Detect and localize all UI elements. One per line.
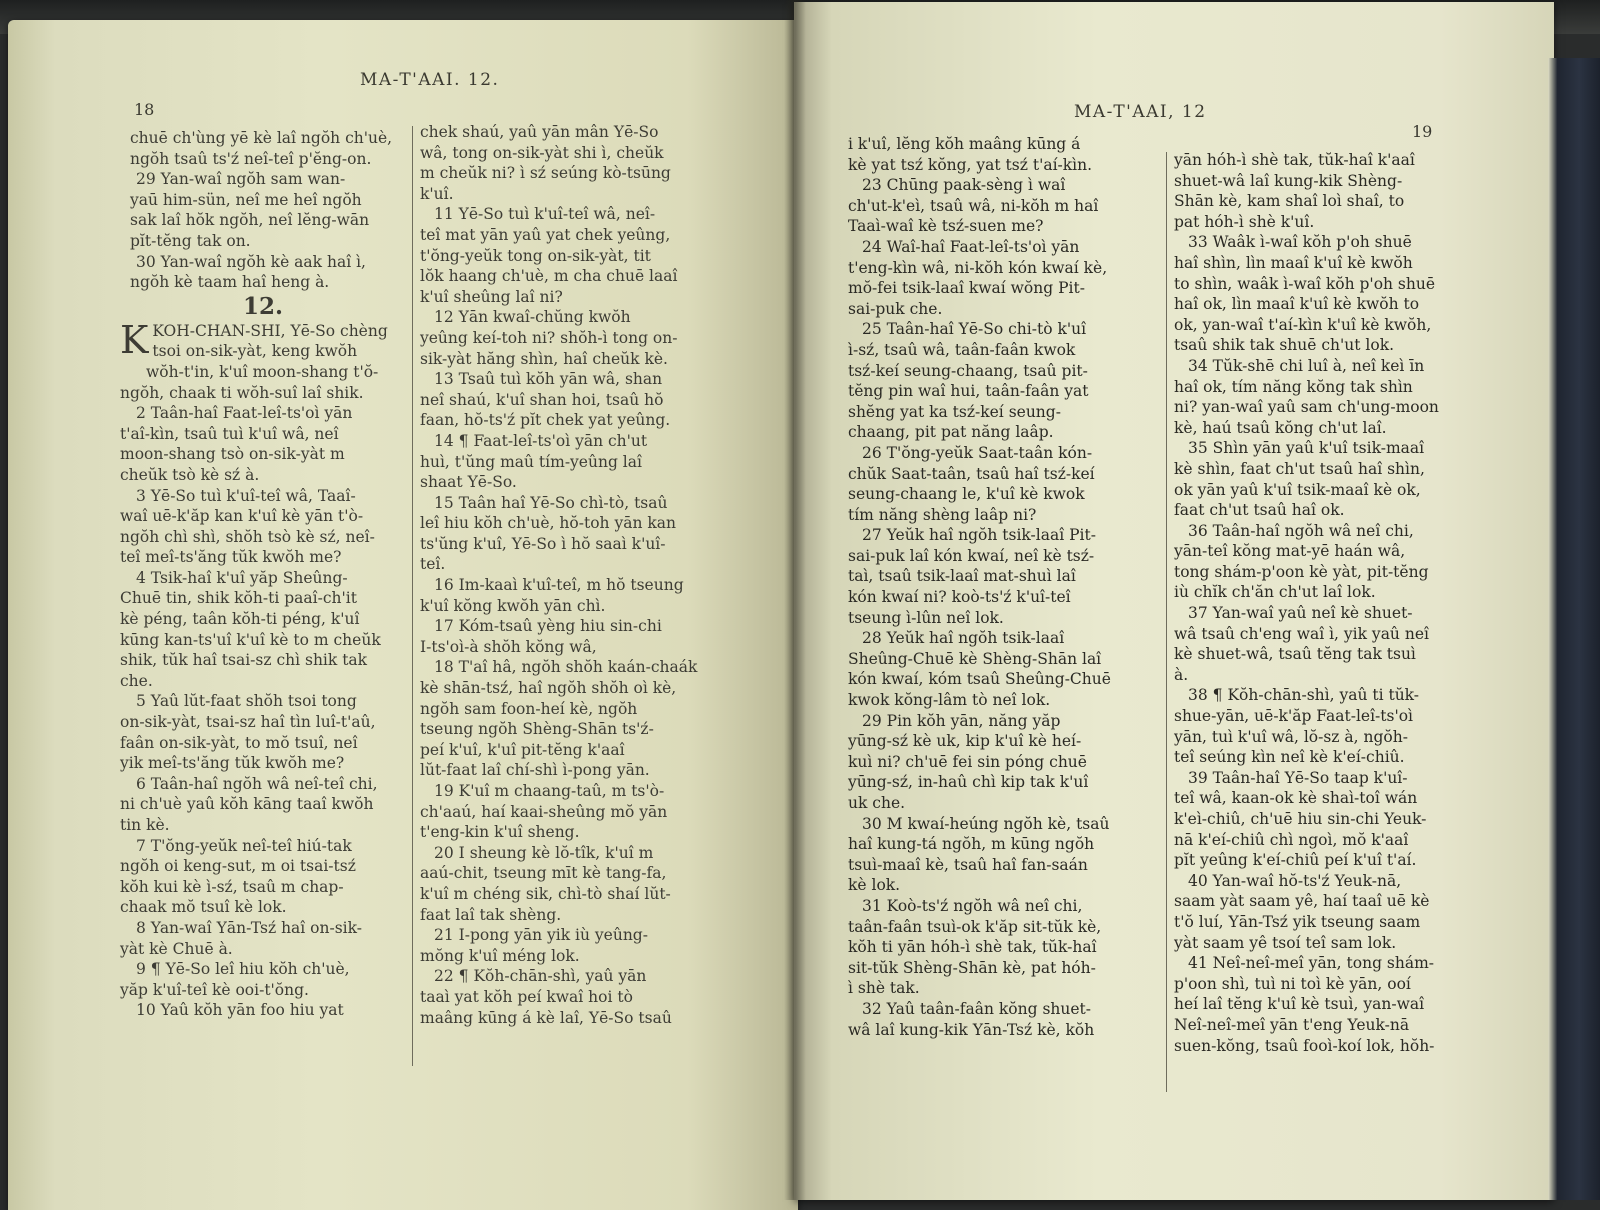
verse-line: i k'uî, lĕng kŏh maâng kūng á [848,135,1081,153]
verse-line: 8 Yan-waî Yān-Tsź haî on-sik- [136,918,362,937]
verse-line: haî ok, tím năng kŏng tak shìn [1174,377,1413,396]
verse-line: 29 Yan-waî ngŏh sam wan- [136,170,346,189]
left-page [8,20,798,1210]
verse-line: kón kwaí ni? koò-ts'ź k'uî-teî [848,588,1071,607]
verse-line: yàt kè Chuē à. [120,939,233,958]
verse-line: sik-yàt hăng shìn, haî cheŭk kè. [420,349,668,368]
verse-line: 30 Yan-waî ngŏh kè aak haî ì, [136,252,366,271]
verse-line: tsź-keí seung-chaang, tsaû pit- [848,361,1088,380]
verse-line: tsaû shik tak shuē ch'ut lok. [1174,336,1395,355]
verse-line: waî uē-k'ăp kan k'uî kè yān t'ò- [120,507,364,526]
verse-line: k'uî. [420,184,454,203]
verse-line: 29 Pin kŏh yān, năng yăp [862,711,1061,730]
verse-line: yàt saam yê tsoí teî sam lok. [1174,933,1397,952]
verse-line: k'eì-chiû, ch'uē hiu sin-chi Yeuk- [1174,810,1427,828]
verse-line: sai-puk che. [848,299,943,318]
verse-line: kón kwaí, kóm tsaû Sheûng-Chuē [848,670,1111,689]
verse-line: pĭt-tĕng tak on. [130,231,251,250]
verse-line: k'uî sheûng laî ni? [420,287,563,306]
verse-line: ni ch'uè yaû kŏh kāng taaî kwŏh [120,795,374,814]
verse-line: tsoi on-sik-yàt, keng kwŏh [152,342,358,361]
verse-line: yān-teî kŏng mat-yē haán wâ, [1174,542,1406,561]
verse-line: chuē ch'ùng yē kè laî ngŏh ch'uè, [130,129,393,147]
verse-line: tsuì-maaî kè, tsaû haî fan-saán [848,855,1088,874]
verse-line: kŏh ti yān hóh-ì shè tak, tŭk-haî [848,938,1097,957]
verse-line: 14 ¶ Faat-leî-ts'oì yān ch'ut [434,431,648,450]
page-number-left: 18 [134,100,155,119]
verse-line: teî mat yān yaû yat chek yeûng, [420,225,671,244]
verse-line: m cheŭk ni? ì sź seúng kò-tsūng [420,164,671,183]
verse-line: Sheûng-Chuē kè Shèng-Shān laî [848,649,1102,668]
verse-line: iù chĭk ch'ăn ch'ut laî lok. [1174,583,1376,602]
verse-line: 36 Taân-haî ngŏh wâ neî chi, [1188,521,1414,540]
running-head-left: MA-T'AAI. 12. [360,70,500,90]
verse-line: sit-tŭk Shèng-Shān kè, pat hóh- [848,958,1096,977]
verse-line: haî ok, lìn maaî k'uî kè kwŏh to [1174,295,1420,314]
verse-line: Shān kè, kam shaî loì shaî, to [1174,192,1405,211]
verse-line: ch'ut-k'eì, tsaû wâ, ni-kŏh m haî [848,196,1099,215]
verse-line: 21 I-pong yān yik iù yeûng- [434,926,648,945]
verse-line: che. [120,671,153,690]
verse-line: kūng kan-ts'uî k'uî kè to m cheŭk [120,630,381,649]
verse-line: ì shè tak. [848,979,920,998]
verse-line: Taaì-waî kè tsź-suen me? [848,217,1044,236]
verse-line: teî meî-ts'ăng tŭk kwŏh me? [120,548,342,567]
verse-line: saam yàt saam yê, haí taaî uē kè [1174,892,1430,911]
verse-line: kwok kŏng-lâm tò neî lok. [848,691,1051,710]
verse-line: 23 Chūng paak-sèng ì waî [862,176,1066,195]
verse-line: p'oon shì, tuì ni toì kè yān, ooí [1174,974,1411,993]
verse-line: yeûng keí-toh ni? shŏh-ì tong on- [420,328,678,347]
verse-line: 32 Yaû taân-faân kŏng shuet- [862,999,1092,1018]
verse-line: 12 Yān kwaî-chŭng kwŏh [434,308,631,327]
verse-line: leî hiu kŏh ch'uè, hŏ-toh yān kan [420,514,676,533]
verse-line: aaú-chit, tseung mīt kè tang-fa, [420,864,667,883]
verse-line: pĭt yeûng k'eí-chiû peí k'uî t'aí. [1174,851,1417,870]
verse-line: 13 Tsaû tuì kŏh yān wâ, shan [434,370,663,389]
verse-line: I-ts'oì-à shŏh kŏng wâ, [420,637,597,656]
verse-line: 22 ¶ Kŏh-chān-shì, yaû yān [434,967,647,986]
verse-line: lŭt-faat laî chí-shì ì-pong yān. [420,761,650,780]
verse-line: suen-kŏng, tsaû fooì-koí lok, hŏh- [1174,1036,1435,1055]
verse-line: 34 Tŭk-shē chi luî à, neî keì īn [1188,356,1425,375]
verse-line: yūng-sź kè uk, kip k'uî kè heí- [848,732,1082,751]
right-page-column-1 [848,134,1160,1040]
verse-line: 33 Waâk ì-waî kŏh p'oh shuē [1188,233,1412,252]
verse-line: mŏ-fei tsik-laaî kwaí wŏng Pit- [848,279,1085,298]
verse-line: 25 Taân-haî Yē-So chi-tò k'uî [862,320,1087,339]
verse-line: 37 Yan-waî yaû neî kè shuet- [1188,604,1413,623]
verse-line: teî wâ, kaan-ok kè shaì-toî wán [1174,789,1418,808]
chapter-number: 12. [242,292,283,320]
verse-line: ngŏh sam foon-heí kè, ngŏh [420,699,638,718]
verse-line: 39 Taân-haî Yē-So taap k'uî- [1188,768,1408,787]
book-spine-gutter [784,0,806,1200]
verse-line: 38 ¶ Kŏh-chān-shì, yaû ti tŭk- [1188,686,1420,705]
verse-line: 9 ¶ Yē-So leî hiu kŏh ch'uè, [136,960,350,979]
verse-line: uk che. [848,794,906,812]
column-rule [412,126,413,1066]
verse-line: chaang, pit pat năng laâp. [848,423,1054,442]
verse-line: 41 Neî-neî-meî yān, tong shám- [1188,954,1435,973]
verse-line: peí k'uî, k'uî pit-tĕng k'aaî [420,740,625,759]
verse-line: shĕng yat ka tsź-keí seung- [848,402,1061,421]
left-page-column-1 [120,128,406,1021]
verse-line: tím năng shèng laâp ni? [848,505,1037,524]
verse-line: t'eng-kìn wâ, ni-kŏh kón kwaí kè, [848,258,1108,277]
verse-line: 7 T'ŏng-yeŭk neî-teî hiú-tak [136,836,352,855]
verse-line: 28 Yeŭk haî ngŏh tsik-laaî [862,629,1065,648]
verse-line: shaat Yē-So. [420,473,517,492]
verse-line: taân-faân tsuì-ok k'ăp sit-tŭk kè, [848,917,1102,936]
verse-line: 6 Taân-haî ngŏh wâ neî-teî chi, [136,774,378,793]
verse-line: tĕng pin waî hui, taân-faân yat [848,382,1089,401]
verse-line: to shìn, waâk ì-waî kŏh p'oh shuē [1174,274,1436,293]
right-page [794,2,1554,1200]
verse-line: 30 M kwaí-heúng ngŏh kè, tsaû [862,814,1110,833]
verse-line: tin kè. [120,816,170,834]
verse-line: k'uî kŏng kwŏh yān chì. [420,596,606,615]
verse-line: t'aî-kìn, tsaû tuì k'uî wâ, neî [120,424,339,443]
verse-line: wâ tsaû ch'eng waî ì, yik yaû neî [1174,624,1429,643]
verse-line: kuì ni? ch'uē fei sin póng chuē [848,752,1087,771]
verse-line: yăp k'uî-teî kè ooi-t'ŏng. [120,980,309,999]
verse-line: ts'ŭng k'uî, Yē-So ì hŏ saaì k'uî- [420,534,666,553]
verse-line: heí laî tĕng k'uî kè tsuì, yan-waî [1174,995,1425,1014]
verse-line: cheŭk tsò kè sź à. [120,465,260,484]
verse-line: faan, hŏ-ts'ź pĭt chek yat yeûng. [420,411,671,430]
verse-line: 31 Koò-ts'ź ngŏh wâ neî chi, [862,896,1083,915]
verse-line: ni? yan-waî yaû sam ch'ung-moon [1174,398,1439,417]
book-cover-edge [1548,58,1600,1200]
verse-line: chaak mŏ tsuî kè lok. [120,898,287,917]
right-page-column-2 [1174,150,1490,1056]
drop-cap-letter: K [120,317,149,362]
verse-line: ch'aaú, haí kaai-sheûng mŏ yān [420,802,668,821]
verse-line: 26 T'ŏng-yeŭk Saat-taân kón- [862,443,1093,462]
verse-line: t'eng-kin k'uî sheng. [420,823,580,842]
verse-line: 40 Yan-waî hŏ-ts'ź Yeuk-nā, [1188,871,1402,890]
verse-line: kè, haú tsaû kŏng ch'ut laî. [1174,418,1387,437]
verse-line: 17 Kóm-tsaû yèng hiu sin-chi [434,617,662,636]
verse-line: KOH-CHAN-SHI, Yē-So chèng [152,321,388,340]
verse-line: faat laî tak shèng. [420,905,562,924]
verse-line: haî kung-tá ngŏh, m kūng ngŏh [848,835,1095,854]
verse-line: sak laî hŏk ngŏh, neî lĕng-wān [130,211,370,230]
verse-line: seung-chaang le, k'uî kè kwok [848,485,1085,504]
verse-line: 27 Yeŭk haî ngŏh tsik-laaî Pit- [862,526,1096,545]
verse-line: taì, tsaû tsik-laaî mat-shuì laî [848,567,1076,586]
verse-line: huì, t'ŭng maû tím-yeûng laî [420,452,642,471]
verse-line: 4 Tsik-haî k'uî yăp Sheûng- [136,568,348,587]
verse-line: tong shám-p'oon kè yàt, pit-tĕng [1174,562,1429,581]
verse-line: 2 Taân-haî Faat-leî-ts'oì yān [136,404,353,423]
verse-line: wâ laî kung-kik Yān-Tsź kè, kŏh [848,1020,1095,1039]
verse-line: 19 K'uî m chaang-taû, m ts'ò- [434,782,665,800]
verse-line: ngŏh tsaû ts'ź neî-teî p'ĕng-on. [130,149,372,168]
verse-line: shuet-wâ laî kung-kik Shèng- [1174,171,1403,190]
running-head-right: MA-T'AAI, 12 [1074,102,1207,122]
verse-line: Neî-neî-meî yān t'eng Yeuk-nā [1174,1015,1410,1034]
verse-line: kè shìn, faat ch'ut tsaû haî shìn, [1174,459,1425,478]
verse-line: wâ, tong on-sik-yàt shi ì, cheŭk [420,143,664,162]
verse-line: chŭk Saat-taân, tsaû haî tsź-keí [848,464,1095,483]
verse-line: yūng-sź, in-haû chì kip tak k'uî [848,773,1089,792]
verse-line: ngŏh oi keng-sut, m oi tsai-tsź [120,857,356,876]
left-page-column-2 [420,122,726,1028]
verse-line: 20 I sheung kè lŏ-tîk, k'uî m [434,843,654,862]
verse-line: moon-shang tsò on-sik-yàt m [120,445,345,464]
verse-line: taaì yat kŏh peí kwaî hoi tò [420,987,633,1006]
verse-line: haî shìn, lìn maaî k'uî kè kwŏh [1174,253,1413,272]
verse-line: teî seúng kìn neî kè k'eí-chiû. [1174,748,1405,767]
verse-line: ì-sź, tsaû wâ, taân-faân kwok [848,340,1076,359]
verse-line: faân on-sik-yàt, to mŏ tsuî, neî [120,733,358,752]
verse-line: ngŏh, chaak ti wŏh-suî laî shik. [120,383,364,402]
verse-line: kè lok. [848,876,901,895]
verse-line: faat ch'ut tsaû haî ok. [1174,501,1345,520]
verse-line: k'uî m chéng sik, chì-tò shaí lŭt- [420,884,671,903]
verse-line: ok yān yaû k'uî tsik-maaî kè ok, [1174,480,1421,499]
verse-line: shik, tŭk haî tsai-sz chì shik tak [120,651,368,670]
verse-line: kè péng, taân kŏh-ti péng, k'uî [120,610,360,629]
verse-line: wŏh-t'in, k'uî moon-shang t'ŏ- [146,362,379,381]
verse-line: neî shaú, k'uî shan hoi, tsaû hŏ [420,390,664,409]
verse-line: 16 Im-kaaì k'uî-teî, m hŏ tseung [434,576,684,595]
verse-line: t'ŏ luí, Yān-Tsź yik tseung saam [1174,912,1421,931]
verse-line: kŏh kui kè ì-sź, tsaû m chap- [120,877,344,896]
verse-line: 10 Yaû kŏh yān foo hiu yat [136,1001,344,1020]
verse-line: 24 Waî-haî Faat-leî-ts'oì yān [862,237,1080,256]
verse-line: yik meî-ts'ăng tŭk kwŏh me? [120,754,345,773]
verse-line: mŏng k'uî méng lok. [420,946,580,965]
verse-line: on-sik-yàt, tsai-sz haî tìn luî-t'aû, [120,713,376,732]
verse-line: 11 Yē-So tuì k'uî-teî wâ, neî- [434,205,656,224]
verse-line: 3 Yē-So tuì k'uî-teî wâ, Taaî- [136,486,356,505]
verse-line: 35 Shìn yān yaû k'uî tsik-maaî [1188,439,1425,458]
verse-line: nā k'eí-chiû chì ngoì, mŏ k'aaî [1174,830,1409,849]
verse-line: chek shaú, yaû yān mân Yē-So [420,123,659,141]
verse-line: Chuē tin, shik kŏh-ti paaî-ch'it [120,589,357,608]
verse-line: maâng kūng á kè laî, Yē-So tsaû [420,1008,672,1027]
verse-line: pat hóh-ì shè k'uî. [1174,212,1315,231]
verse-line: yān hóh-ì shè tak, tŭk-haî k'aaî [1174,151,1415,169]
verse-line: teî. [420,555,446,574]
verse-line: sai-puk laî kón kwaí, neî kè tsź- [848,546,1095,565]
column-rule [1166,152,1167,1092]
verse-line: tseung ì-lûn neî lok. [848,608,1004,627]
verse-line: yaū him-sün, neî me heî ngŏh [130,190,362,209]
verse-line: 5 Yaû lŭt-faat shŏh tsoi tong [136,692,357,711]
verse-line: ok, yan-waî t'aí-kìn k'uî kè kwŏh, [1174,315,1432,334]
verse-line: kè shuet-wâ, tsaû tĕng tak tsuì [1174,645,1416,664]
verse-line: lŏk haang ch'uè, m cha chuē laaî [420,267,678,286]
verse-line: t'ŏng-yeŭk tong on-sik-yàt, tit [420,246,651,265]
page-number-right: 19 [1412,122,1433,141]
verse-line: kè shān-tsź, haî ngŏh shŏh oì kè, [420,679,677,698]
verse-line: yān, tuì k'uî wâ, lŏ-sz à, ngŏh- [1174,727,1408,746]
verse-line: 15 Taân haî Yē-So chì-tò, tsaû [434,493,668,512]
verse-line: shue-yān, uē-k'ăp Faat-leî-ts'oì [1174,707,1414,726]
verse-line: tseung ngŏh Shèng-Shān ts'ź- [420,720,654,739]
verse-line: à. [1174,665,1189,684]
verse-line: ngŏh kè taam haî heng à. [130,273,330,292]
verse-line: kè yat tsź kŏng, yat tsź t'aí-kìn. [848,155,1093,174]
verse-line: ngŏh chì shì, shŏh tsò kè sź, neî- [120,527,375,546]
verse-line: 18 T'aî hâ, ngŏh shŏh kaán-chaák [434,658,698,677]
